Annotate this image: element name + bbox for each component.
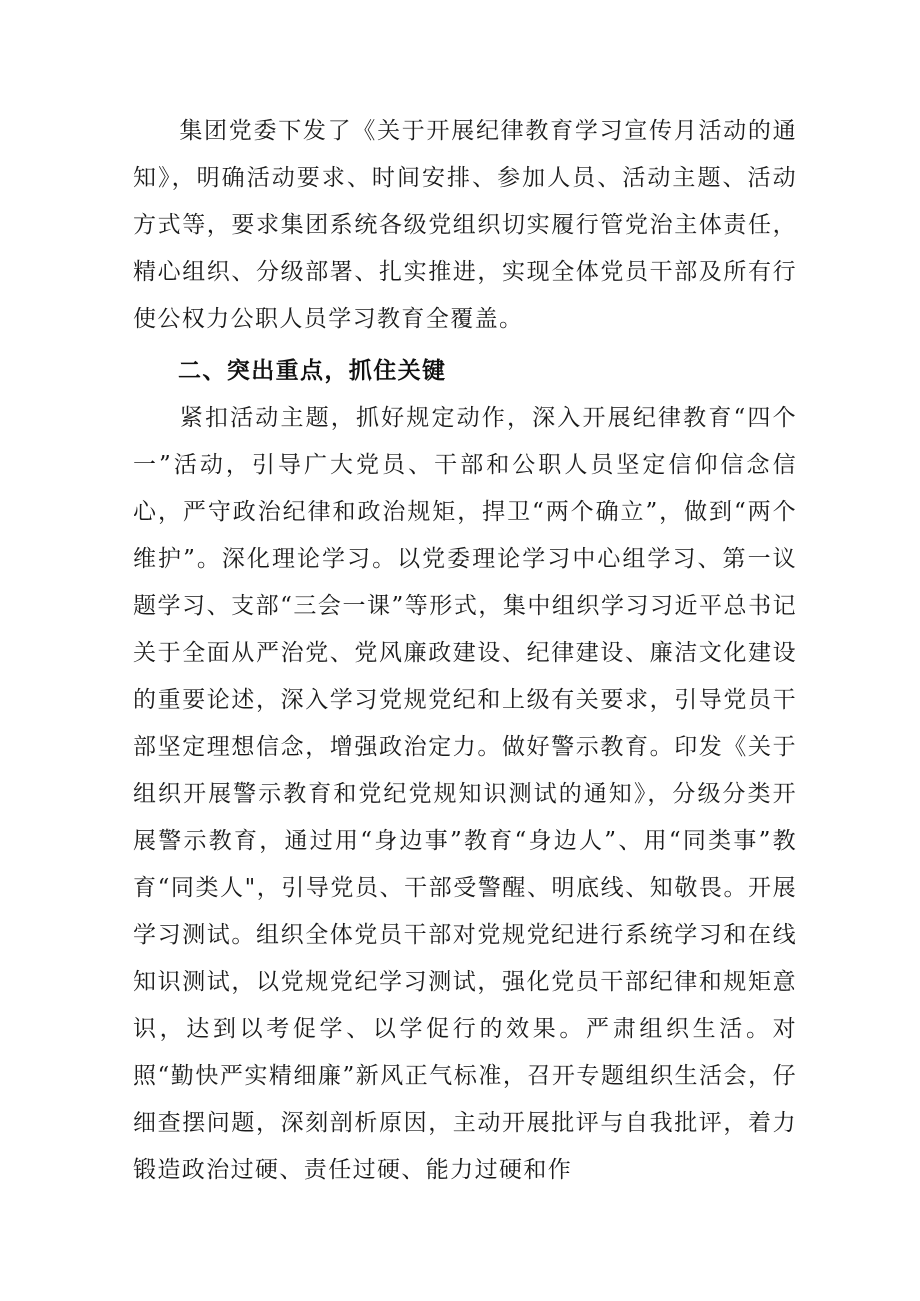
section-heading: 二、突出重点，抓住关键 bbox=[178, 358, 447, 384]
paragraph-2 bbox=[133, 395, 797, 1194]
paragraph-1 bbox=[133, 108, 797, 343]
paragraph-2-text: 紧扣活动主题，抓好规定动作，深入开展纪律教育“四个一”活动，引导广大党员、干部和公职人员坚定信仰信念信心，严守政治纪律和政治规矩，捍卫“两个确立”，做到“两个维护”。深化理论学习。以党委理论学习中心组学习、第一议题学习、支部“三会一课”等形式，集中组织学习习近平总书记关于全面从严治党、党风廉政建设、纪律建设、廉洁文化建设的重要论述，深入学习党规党纪和上级有关要求，引导党员干部坚定理想信念，增强政治定力。做好警示教育。印发《关于组织开展警示教育和党纪党规知识测试的通知》，分级分类开展警示教育，通过用“身边事”教育“身边人”、用“同类事”教育“同类人"，引导党员、干部受警醒、明底线、知敬畏。开展学习测试。组织全体党员干部对党规党纪进行系统学习和在线知识测试，以党规党纪学习测试，强化党员干部纪律和规矩意识，达到以考促学、以学促行的效果。严肃组织生活。对照“勤快严实精细廉”新风正气标准，召开专题组织生活会，仔细查摆问题，深刻剖析原因，主动开展批评与自我批评，着力锻造政治过硬、责任过硬、能力过硬和作 bbox=[133, 405, 797, 1183]
paragraph-1-text: 集团党委下发了《关于开展纪律教育学习宣传月活动的通知》，明确活动要求、时间安排、参加人员、活动主题、活动方式等，要求集团系统各级党组织切实履行管党治主体责任，精心组织、分级部署、扎实推进，实现全体党员干部及所有行使公权力公职人员学习教育全覆盖。 bbox=[133, 118, 797, 332]
